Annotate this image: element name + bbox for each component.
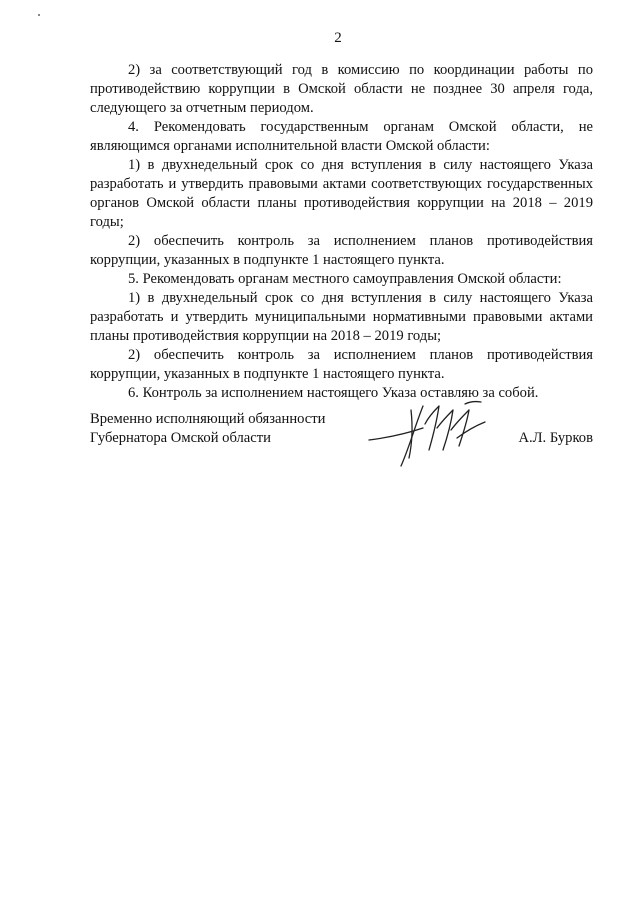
handwritten-signature xyxy=(365,398,495,478)
scan-speck xyxy=(38,14,40,16)
signature-block xyxy=(90,410,593,490)
paragraph-5: 5. Рекомендовать органам местного самоуправления Омской области: xyxy=(128,271,562,287)
signatory-title-line-2: Губернатора Омской области xyxy=(90,430,271,446)
paragraph-4-1: 1) в двухнедельный срок со дня вступления в силу настоящего Указа разработать и утвердить правовыми актами соответствующих государственных органов Омской области планы противодействия коррупции на 2018 – 2019 годы; xyxy=(90,157,593,230)
document-body xyxy=(90,61,593,403)
paragraph-5-1: 1) в двухнедельный срок со дня вступления в силу настоящего Указа разработать и утвердить муниципальными нормативными правовыми актами планы противодействия коррупции на 2018 – 2019 годы; xyxy=(90,290,593,344)
paragraph-4: 4. Рекомендовать государственным органам Омской области, не являющимся органами исполнительной власти Омской области: xyxy=(90,119,593,154)
signatory-title-line-1: Временно исполняющий обязанности xyxy=(90,411,326,427)
paragraph-5-2: 2) обеспечить контроль за исполнением планов противодействия коррупции, указанных в подпункте 1 настоящего пункта. xyxy=(90,347,593,382)
signature-strokes xyxy=(369,402,485,466)
paragraph-3-2: 2) за соответствующий год в комиссию по координации работы по противодействию коррупции в Омской области не позднее 30 апреля года, следующего за отчетным периодом. xyxy=(90,62,593,116)
signatory-title xyxy=(90,410,325,448)
signatory-name: А.Л. Бурков xyxy=(518,430,593,446)
paragraph-6: 6. Контроль за исполнением настоящего Указа оставляю за собой. xyxy=(128,385,539,401)
paragraph-4-2: 2) обеспечить контроль за исполнением планов противодействия коррупции, указанных в подпункте 1 настоящего пункта. xyxy=(90,233,593,268)
page-number: 2 xyxy=(334,30,342,46)
